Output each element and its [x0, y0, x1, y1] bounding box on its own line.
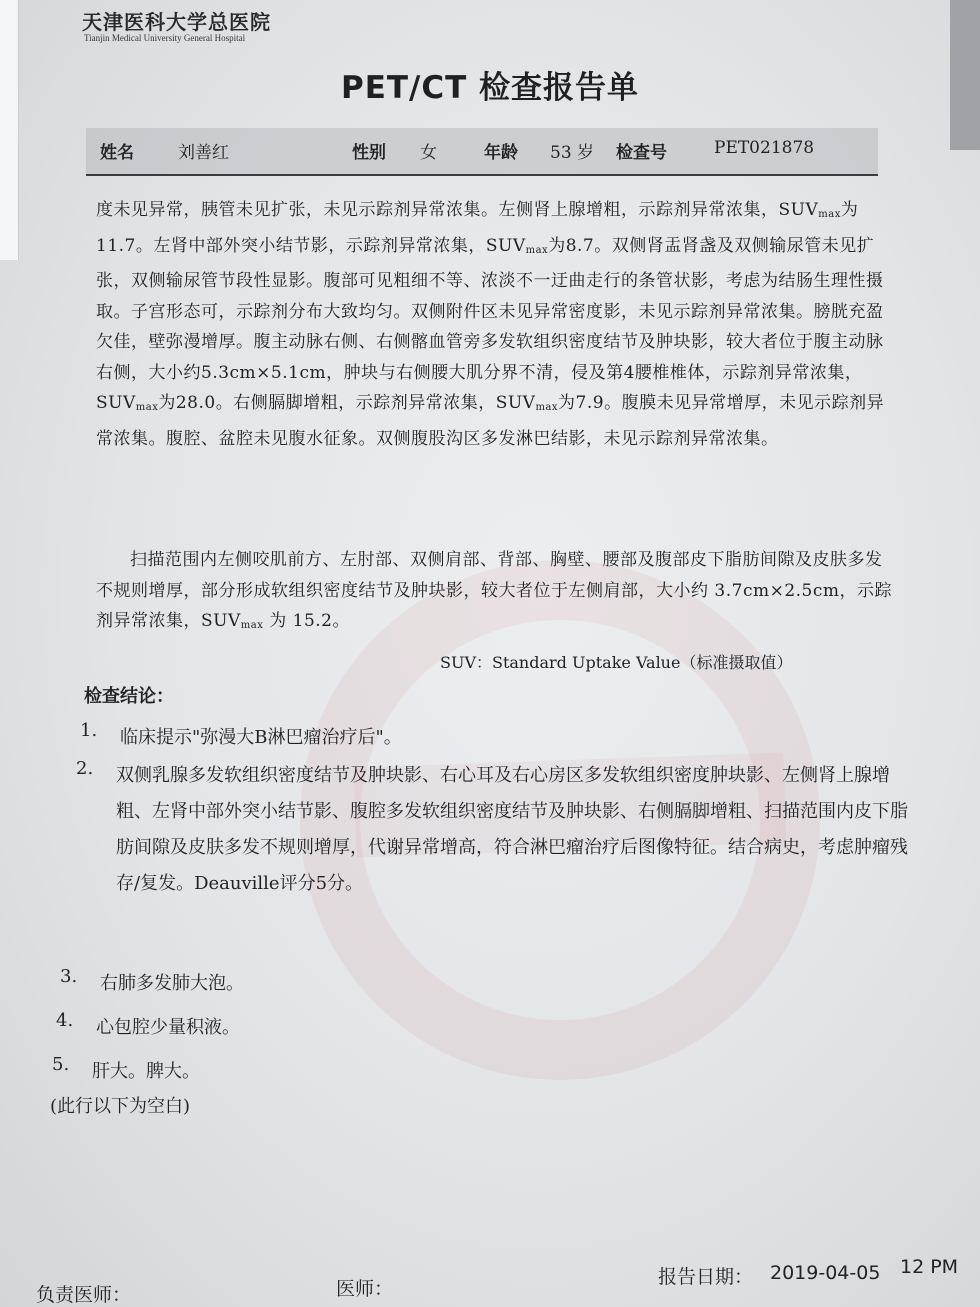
- responsible-doctor-label: 负责医师：: [36, 1284, 132, 1306]
- doctor-label: 医师：: [336, 1278, 394, 1300]
- blank-note: (此行以下为空白): [50, 1096, 191, 1117]
- conclusion-item-number: 4.: [56, 1010, 74, 1031]
- report-date: 2019-04-05: [770, 1262, 881, 1284]
- findings-text: 为7.9。腹膜未见异常增厚，未见示踪剂异常浓集。腹腔、盆腔未见腹水征象。双侧腹股沟区多发淋巴结影，未见示踪剂异常浓集。: [96, 393, 885, 449]
- findings-text: 扫描范围内左侧咬肌前方、左肘部、双侧肩部、背部、胸壁、腰部及腹部皮下脂肪间隙及皮肤多发不规则增厚，部分形成软组织密度结节及肿块影，较大者位于左侧肩部，大小约 3.7cm×2.5cm，示踪剂异常浓集，SUV: [96, 550, 892, 631]
- findings-text: 为8.7。双侧肾盂肾盏及双侧输尿管未见扩张，双侧输尿管节段性显影。腹部可见粗细不等、浓淡不一迂曲走行的条管状影，考虑为结肠生理性摄取。子宫形态可，示踪剂分布大致均匀。双侧附件区未见异常密度影，未见示踪剂异常浓集。膀胱充盈欠佳，壁弥漫增厚。腹主动脉右侧、右侧髂血管旁多发软组织密度结节及肿块影，较大者位于腹主动脉右侧，大小约5.3cm×5.1cm，肿块与右侧腰大肌分界不清，侵及第4腰椎椎体，示踪剂异常浓集，SUV: [96, 235, 884, 413]
- suv-subscript: max: [818, 209, 841, 220]
- conclusion-item-text: 右肺多发肺大泡。: [100, 973, 244, 994]
- conclusion-item-number: 3.: [60, 966, 78, 987]
- age-label: 年龄: [484, 143, 518, 163]
- page-edge-left: [0, 0, 19, 260]
- findings-text: 度未见异常，胰管未见扩张，未见示踪剂异常浓集。左侧肾上腺增粗，示踪剂异常浓集，SUV: [96, 200, 819, 220]
- suv-subscript: max: [535, 402, 559, 413]
- sex-label: 性别: [352, 143, 386, 163]
- findings-text: 为 15.2。: [263, 611, 351, 631]
- conclusion-item-text: 心包腔少量积液。: [96, 1017, 240, 1038]
- patient-sex: 女: [420, 143, 437, 163]
- report-time: 12 PM: [900, 1256, 959, 1278]
- suv-note: SUV：Standard Uptake Value（标准摄取值）: [440, 653, 793, 672]
- conclusion-item-4: [56, 1010, 656, 1046]
- conclusion-item-1: [80, 720, 900, 756]
- conclusion-item-2: [76, 758, 920, 902]
- suv-subscript: max: [240, 620, 264, 631]
- report-title: PET/CT 检查报告单: [340, 70, 640, 106]
- conclusion-heading: 检查结论：: [84, 686, 174, 707]
- conclusion-item-text: 临床提示"弥漫大B淋巴瘤治疗后"。: [120, 727, 402, 748]
- findings-text: 为28.0。右侧膈脚增粗，示踪剂异常浓集，SUV: [158, 393, 536, 413]
- conclusion-item-5: [52, 1054, 652, 1090]
- findings-paragraph-2: [96, 545, 896, 642]
- hospital-name-en: Tianjin Medical University General Hospital: [84, 33, 246, 43]
- conclusion-item-3: [60, 966, 660, 1002]
- exam-id: PET021878: [714, 138, 815, 158]
- conclusion-item-number: 1.: [80, 720, 98, 741]
- exam-id-label: 检查号: [616, 143, 667, 163]
- report-date-label: 报告日期：: [658, 1266, 754, 1288]
- conclusion-item-text: 肝大。脾大。: [92, 1061, 200, 1082]
- name-label: 姓名: [100, 143, 134, 163]
- patient-age: 53 岁: [550, 143, 595, 163]
- findings-text: 为11.7。左肾中部外突小结节影，示踪剂异常浓集，SUV: [96, 200, 859, 256]
- patient-name: 刘善红: [178, 143, 229, 163]
- conclusion-item-number: 5.: [52, 1054, 70, 1075]
- hospital-name-cn: 天津医科大学总医院: [82, 10, 271, 34]
- suv-subscript: max: [135, 402, 159, 413]
- conclusion-item-text: 双侧乳腺多发软组织密度结节及肿块影、右心耳及右心房区多发软组织密度肿块影、左侧肾上腺增粗、左肾中部外突小结节影、腹腔多发软组织密度结节及肿块影、右侧膈脚增粗、扫描范围内皮下脂肪间隙及皮肤多发不规则增厚，代谢异常增高，符合淋巴瘤治疗后图像特征。结合病史，考虑肿瘤残存/复发。Deauville评分5分。: [116, 765, 908, 894]
- findings-paragraph-1: [96, 195, 896, 454]
- conclusion-item-number: 2.: [76, 758, 94, 779]
- patient-info-bar: [86, 128, 878, 176]
- suv-subscript: max: [525, 244, 549, 256]
